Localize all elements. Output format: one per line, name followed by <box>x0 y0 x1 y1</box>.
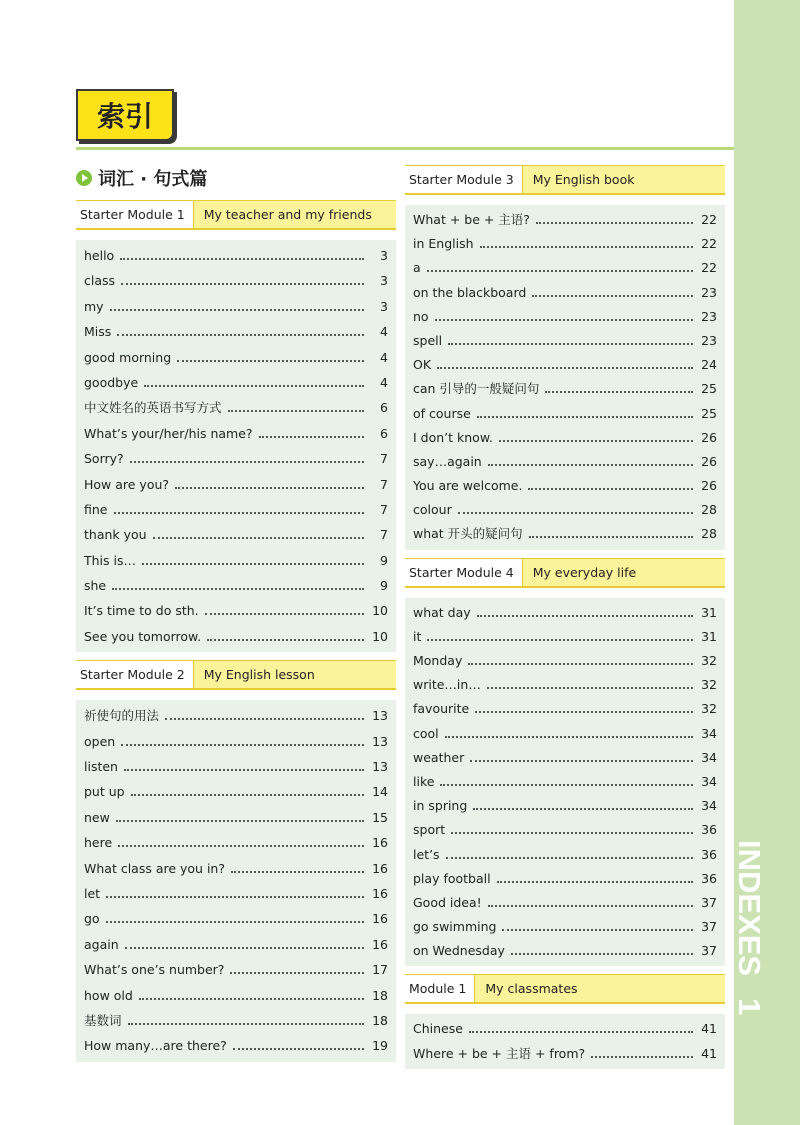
dot-leader <box>128 1023 364 1025</box>
entry-page-number: 34 <box>701 725 717 741</box>
index-list <box>76 700 396 1061</box>
entry-page-number: 4 <box>380 349 388 365</box>
index-entry <box>405 939 725 963</box>
index-entry <box>405 625 725 649</box>
index-entry <box>405 474 725 498</box>
index-list <box>76 240 396 652</box>
index-entry <box>405 498 725 522</box>
entry-term: new <box>84 809 110 825</box>
entry-page-number: 22 <box>701 212 717 227</box>
index-entry <box>76 906 396 931</box>
module-label: Starter Module 2 <box>76 661 194 688</box>
entry-page-number: 22 <box>701 260 717 276</box>
module-header <box>76 660 396 690</box>
dot-leader <box>112 588 364 590</box>
index-entry <box>405 722 725 746</box>
entry-page-number: 16 <box>372 911 388 927</box>
section-gap <box>76 652 396 660</box>
entry-term: weather <box>413 749 465 765</box>
module-title: My English book <box>532 172 635 187</box>
entry-page-number: 23 <box>701 332 717 348</box>
dot-leader <box>144 385 364 387</box>
entry-term: What class are you in? <box>84 860 225 876</box>
entry-page-number: 10 <box>372 603 388 619</box>
side-tab-label <box>731 840 767 1015</box>
index-entry <box>76 805 396 830</box>
entry-page-number: 37 <box>701 894 717 910</box>
dot-leader <box>139 998 364 1000</box>
entry-term: goodbye <box>84 374 139 390</box>
dot-leader <box>470 760 693 762</box>
index-list <box>405 598 725 967</box>
entry-page-number: 24 <box>701 357 717 373</box>
index-list <box>405 205 725 550</box>
dot-leader <box>207 639 364 641</box>
dot-leader <box>125 947 364 949</box>
dot-leader <box>121 283 364 285</box>
entry-term: 基数词 <box>84 1012 122 1028</box>
module-label: Starter Module 3 <box>405 166 523 193</box>
module-header <box>405 558 725 588</box>
index-entry <box>76 856 396 881</box>
index-entry <box>405 208 725 232</box>
side-tab-page-number: 1 <box>732 998 767 1016</box>
entry-page-number: 13 <box>372 759 388 775</box>
entry-page-number: 19 <box>372 1038 388 1054</box>
entry-page-number: 34 <box>701 773 717 789</box>
index-entry <box>76 779 396 804</box>
entry-term: what day <box>413 604 471 620</box>
entry-page-number: 4 <box>380 374 388 390</box>
index-entry <box>76 421 396 446</box>
module-label: Starter Module 4 <box>405 559 523 586</box>
index-entry <box>405 329 725 353</box>
subheading-text: 词汇 · 句式篇 <box>98 169 208 190</box>
index-entry <box>76 983 396 1008</box>
index-entry <box>405 673 725 697</box>
entry-term: how old <box>84 987 133 1003</box>
index-entry <box>405 450 725 474</box>
entry-page-number: 26 <box>701 453 717 469</box>
entry-page-number: 18 <box>372 987 388 1003</box>
entry-page-number: 31 <box>701 628 717 644</box>
index-entry <box>76 1008 396 1033</box>
dot-leader <box>153 537 364 539</box>
entry-page-number: 16 <box>372 860 388 876</box>
index-entry <box>405 1042 725 1066</box>
module-section <box>76 200 396 652</box>
index-entry <box>405 818 725 842</box>
entry-term: How are you? <box>84 476 170 492</box>
entry-page-number: 32 <box>701 653 717 668</box>
dot-leader <box>118 845 364 847</box>
module-header <box>405 165 725 195</box>
entry-term: I don’t know. <box>413 429 493 445</box>
dot-leader <box>427 639 693 641</box>
entry-term: Monday <box>413 653 463 668</box>
entry-term: go swimming <box>413 919 497 935</box>
module-title: My classmates <box>485 981 578 997</box>
index-entry <box>405 843 725 867</box>
entry-term: Good idea! <box>413 894 482 910</box>
module-section <box>405 974 725 1068</box>
entry-term: fine <box>84 501 108 517</box>
header-rule <box>76 147 734 150</box>
dot-leader <box>427 270 693 272</box>
entry-term: no <box>413 308 429 324</box>
right-column <box>405 165 725 1069</box>
dot-leader <box>545 391 693 393</box>
left-column <box>76 200 396 1062</box>
index-entry <box>76 624 396 649</box>
dot-leader <box>497 881 693 883</box>
index-entry <box>405 746 725 770</box>
entry-term: good morning <box>84 349 172 365</box>
dot-leader <box>233 1048 364 1050</box>
entry-page-number: 32 <box>701 701 717 717</box>
entry-page-number: 31 <box>701 604 717 620</box>
entry-term: here <box>84 835 113 851</box>
dot-leader <box>121 744 364 746</box>
dot-leader <box>205 613 364 615</box>
dot-leader <box>106 921 364 923</box>
entry-term: she <box>84 578 107 594</box>
dot-leader <box>124 769 364 771</box>
side-tab-title: INDEXES <box>732 840 767 977</box>
entry-page-number: 36 <box>701 822 717 838</box>
entry-page-number: 26 <box>701 478 717 494</box>
dot-leader <box>114 512 365 514</box>
entry-page-number: 6 <box>380 400 388 416</box>
entry-page-number: 7 <box>380 451 388 467</box>
entry-term: let <box>84 885 101 901</box>
entry-page-number: 23 <box>701 284 717 300</box>
dot-leader <box>106 896 364 898</box>
dot-leader <box>177 360 364 362</box>
entry-term: colour <box>413 502 452 518</box>
dot-leader <box>259 436 364 438</box>
entry-term: can 引导的一般疑问句 <box>413 381 540 397</box>
index-entry <box>405 697 725 721</box>
module-header <box>405 974 725 1004</box>
index-entry <box>76 522 396 547</box>
dot-leader <box>488 905 693 907</box>
index-entry <box>405 770 725 794</box>
entry-page-number: 3 <box>380 273 388 289</box>
entry-term: my <box>84 298 104 314</box>
dot-leader <box>468 663 693 665</box>
dot-leader <box>477 416 693 418</box>
page-title: 索引 <box>76 89 174 141</box>
entry-page-number: 16 <box>372 835 388 851</box>
module-label: Starter Module 1 <box>76 201 194 228</box>
entry-term: Chinese <box>413 1021 463 1037</box>
entry-page-number: 4 <box>380 324 388 340</box>
module-title: My teacher and my friends <box>203 207 372 222</box>
dot-leader <box>230 972 364 974</box>
entry-term: like <box>413 773 435 789</box>
index-entry <box>405 867 725 891</box>
index-entry <box>76 703 396 728</box>
index-entry <box>76 573 396 598</box>
entry-page-number: 14 <box>372 784 388 800</box>
entry-page-number: 37 <box>701 919 717 935</box>
entry-term: Sorry? <box>84 451 124 467</box>
index-entry <box>76 268 396 293</box>
index-entry <box>76 395 396 420</box>
entry-page-number: 7 <box>380 501 388 517</box>
entry-page-number: 37 <box>701 943 717 959</box>
index-entry <box>76 345 396 370</box>
entry-page-number: 41 <box>701 1045 717 1061</box>
entry-term: write…in… <box>413 677 481 693</box>
entry-page-number: 34 <box>701 798 717 814</box>
entry-term: OK <box>413 357 432 373</box>
dot-leader <box>130 461 364 463</box>
entry-page-number: 23 <box>701 308 717 324</box>
entry-page-number: 26 <box>701 429 717 445</box>
entry-term: What’s your/her/his name? <box>84 425 253 441</box>
section-gap <box>405 966 725 974</box>
index-entry <box>405 281 725 305</box>
index-entry <box>76 548 396 573</box>
entry-term: See you tomorrow. <box>84 628 202 644</box>
subheading <box>76 165 207 191</box>
entry-page-number: 3 <box>380 248 388 263</box>
entry-term: cool <box>413 725 439 741</box>
entry-term: put up <box>84 784 125 800</box>
entry-page-number: 36 <box>701 870 717 886</box>
index-entry <box>76 932 396 957</box>
index-entry <box>405 232 725 256</box>
index-entry <box>76 497 396 522</box>
entry-term: of course <box>413 405 471 421</box>
index-entry <box>405 426 725 450</box>
index-entry <box>405 601 725 625</box>
index-entry <box>405 522 725 546</box>
index-entry <box>76 294 396 319</box>
module-section <box>405 165 725 550</box>
entry-term: This is… <box>84 552 137 568</box>
entry-page-number: 16 <box>372 936 388 952</box>
entry-page-number: 28 <box>701 526 717 542</box>
entry-term: What + be + 主语? <box>413 212 530 227</box>
dot-leader <box>142 563 364 565</box>
entry-term: open <box>84 733 116 749</box>
entry-term: in English <box>413 236 474 252</box>
dot-leader <box>502 929 693 931</box>
dot-leader <box>458 512 693 514</box>
entry-page-number: 13 <box>372 708 388 724</box>
index-entry <box>76 881 396 906</box>
entry-term: on the blackboard <box>413 284 527 300</box>
dot-leader <box>228 410 364 412</box>
index-entry <box>76 830 396 855</box>
dot-leader <box>480 246 693 248</box>
module-section <box>405 558 725 967</box>
dot-leader <box>473 808 693 810</box>
entry-page-number: 17 <box>372 962 388 978</box>
dot-leader <box>165 718 364 720</box>
entry-term: play football <box>413 870 491 886</box>
module-label: Module 1 <box>405 975 475 1002</box>
index-entry <box>405 377 725 401</box>
dot-leader <box>469 1031 693 1033</box>
index-entry <box>405 915 725 939</box>
entry-term: let’s <box>413 846 440 862</box>
dot-leader <box>499 440 693 442</box>
dot-leader <box>488 464 693 466</box>
entry-term: favourite <box>413 701 470 717</box>
entry-page-number: 13 <box>372 733 388 749</box>
entry-page-number: 34 <box>701 749 717 765</box>
entry-term: What’s one’s number? <box>84 962 225 978</box>
dot-leader <box>117 334 364 336</box>
entry-term: hello <box>84 248 115 263</box>
dot-leader <box>487 687 693 689</box>
dot-leader <box>120 258 364 260</box>
entry-term: a <box>413 260 421 276</box>
entry-term: what 开头的疑问句 <box>413 526 523 542</box>
entry-page-number: 10 <box>372 628 388 644</box>
dot-leader <box>528 488 693 490</box>
entry-term: listen <box>84 759 118 775</box>
entry-term: class <box>84 273 116 289</box>
index-entry <box>405 353 725 377</box>
index-entry <box>76 319 396 344</box>
dot-leader <box>175 487 364 489</box>
entry-page-number: 28 <box>701 502 717 518</box>
entry-term: sport <box>413 822 446 838</box>
entry-page-number: 41 <box>701 1021 717 1037</box>
dot-leader <box>529 536 693 538</box>
dot-leader <box>446 857 693 859</box>
play-arrow-icon <box>76 170 92 186</box>
module-title: My English lesson <box>203 667 315 683</box>
index-entry <box>405 891 725 915</box>
dot-leader <box>451 832 693 834</box>
entry-term: in spring <box>413 798 468 814</box>
entry-term: 祈使句的用法 <box>84 708 160 724</box>
entry-term: it <box>413 628 422 644</box>
entry-page-number: 36 <box>701 846 717 862</box>
section-gap <box>405 550 725 558</box>
dot-leader <box>231 871 364 873</box>
entry-term: How many…are there? <box>84 1038 227 1054</box>
index-entry <box>405 649 725 673</box>
index-entry <box>76 446 396 471</box>
entry-term: 中文姓名的英语书写方式 <box>84 400 222 416</box>
dot-leader <box>435 319 693 321</box>
entry-page-number: 25 <box>701 405 717 421</box>
entry-term: spell <box>413 332 443 348</box>
entry-term: thank you <box>84 527 147 543</box>
entry-page-number: 7 <box>380 476 388 492</box>
entry-page-number: 9 <box>380 578 388 594</box>
dot-leader <box>477 615 693 617</box>
entry-term: on Wednesday <box>413 943 505 959</box>
entry-term: say…again <box>413 453 482 469</box>
dot-leader <box>475 711 693 713</box>
entry-page-number: 18 <box>372 1012 388 1028</box>
dot-leader <box>437 367 693 369</box>
module-header <box>76 200 396 230</box>
index-entry <box>405 305 725 329</box>
index-entry <box>76 754 396 779</box>
index-entry <box>405 1017 725 1041</box>
entry-term: You are welcome. <box>413 478 523 494</box>
index-entry <box>405 256 725 280</box>
index-entry <box>76 598 396 623</box>
entry-page-number: 7 <box>380 527 388 543</box>
entry-term: again <box>84 936 119 952</box>
entry-page-number: 22 <box>701 236 717 252</box>
entry-term: Miss <box>84 324 112 340</box>
index-entry <box>405 794 725 818</box>
entry-term: go <box>84 911 100 927</box>
entry-page-number: 9 <box>380 552 388 568</box>
module-section <box>76 660 396 1061</box>
entry-page-number: 6 <box>380 425 388 441</box>
entry-page-number: 25 <box>701 381 717 397</box>
dot-leader <box>445 736 693 738</box>
dot-leader <box>536 222 693 224</box>
index-entry <box>76 957 396 982</box>
entry-page-number: 32 <box>701 677 717 693</box>
dot-leader <box>110 309 364 311</box>
entry-page-number: 15 <box>372 809 388 825</box>
index-entry <box>76 370 396 395</box>
index-entry <box>76 472 396 497</box>
dot-leader <box>116 820 364 822</box>
index-entry <box>76 729 396 754</box>
dot-leader <box>532 295 693 297</box>
module-title: My everyday life <box>532 564 637 580</box>
index-entry <box>405 402 725 426</box>
entry-term: Where + be + 主语 + from? <box>413 1045 586 1061</box>
dot-leader <box>591 1056 693 1058</box>
dot-leader <box>131 794 364 796</box>
index-list <box>405 1014 725 1068</box>
dot-leader <box>440 784 693 786</box>
entry-page-number: 16 <box>372 885 388 901</box>
index-entry <box>76 1033 396 1058</box>
index-entry <box>76 243 396 268</box>
dot-leader <box>511 953 693 955</box>
entry-page-number: 3 <box>380 298 388 314</box>
dot-leader <box>448 343 693 345</box>
entry-term: It’s time to do sth. <box>84 603 199 619</box>
